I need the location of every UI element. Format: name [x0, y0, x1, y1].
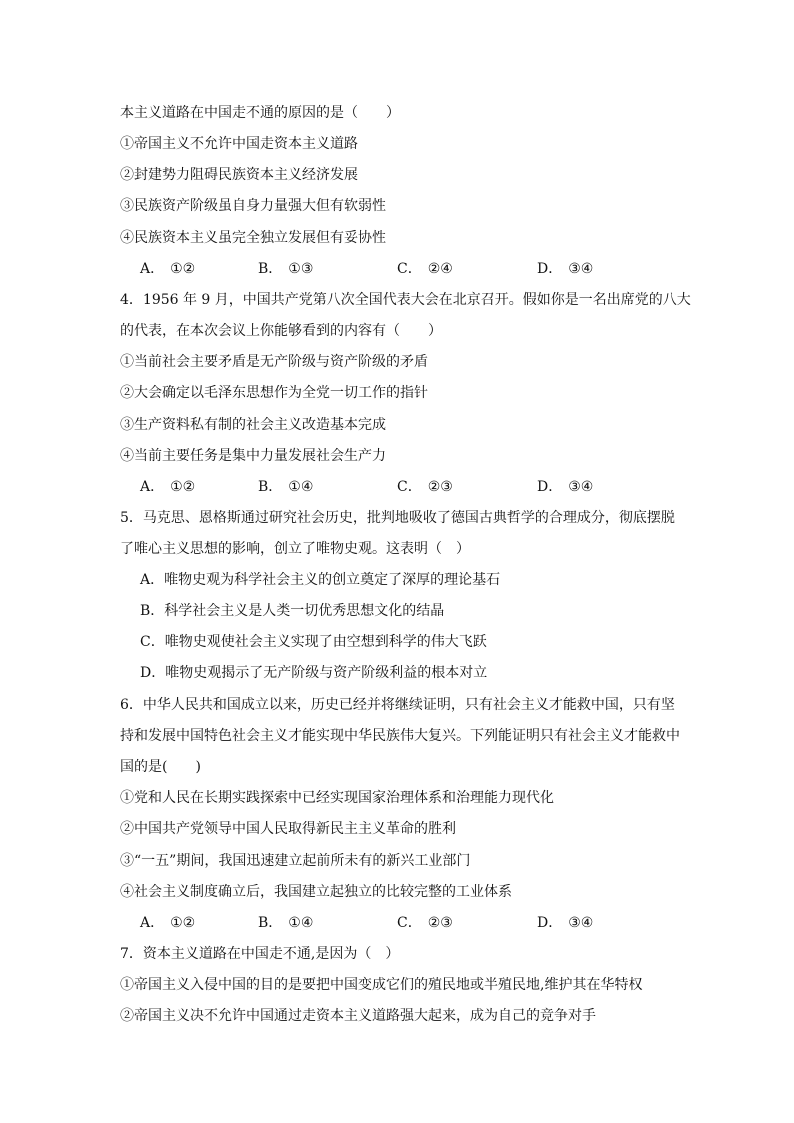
- choice-letter: C．: [397, 479, 422, 495]
- q5-option-d[interactable]: D．唯物史观揭示了无产阶级与资产阶级利益的根本对立: [140, 665, 488, 681]
- choice-letter: B．: [258, 479, 283, 495]
- q5-option-a[interactable]: A．唯物史观为科学社会主义的创立奠定了深厚的理论基石: [140, 572, 501, 588]
- choice-value: ②④: [427, 261, 453, 277]
- q5-option-c[interactable]: C．唯物史观使社会主义实现了由空想到科学的伟大飞跃: [140, 634, 487, 650]
- q7-stem: 7．资本主义道路在中国走不通,是因为（ ）: [120, 946, 400, 962]
- choice-letter: D．: [537, 915, 563, 931]
- q4-item-4: ④当前主要任务是集中力量发展社会生产力: [120, 448, 386, 464]
- q7-item-2: ②帝国主义决不允许中国通过走资本主义道路强大起来，成为自己的竞争对手: [120, 1008, 596, 1024]
- choice-value: ①②: [170, 261, 196, 277]
- choice-value: ③④: [568, 261, 594, 277]
- q4-item-1: ①当前社会主要矛盾是无产阶级与资产阶级的矛盾: [120, 354, 428, 370]
- q3-choice-a[interactable]: [140, 260, 195, 278]
- q3-stem-end: 本主义道路在中国走不通的原因的是（ ）: [120, 105, 400, 121]
- choice-letter: D．: [537, 261, 563, 277]
- choice-letter: B．: [258, 261, 283, 277]
- q6-item-3: ③“一五”期间，我国迅速建立起前所未有的新兴工业部门: [120, 853, 471, 869]
- choice-letter: A．: [140, 479, 165, 495]
- q4-stem-line-1: 4．1956 年 9 月，中国共产党第八次全国代表大会在北京召开。假如你是一名出席党的八大: [120, 292, 691, 308]
- choice-value: ②③: [427, 479, 453, 495]
- q6-item-4: ④社会主义制度确立后，我国建立起独立的比较完整的工业体系: [120, 884, 512, 900]
- q4-choice-c[interactable]: [397, 478, 453, 496]
- q6-choice-c[interactable]: [397, 914, 453, 932]
- choice-value: ③④: [568, 479, 594, 495]
- q3-choice-c[interactable]: [397, 260, 453, 278]
- choice-value: ②③: [427, 915, 453, 931]
- q6-item-1: ①党和人民在长期实践探索中已经实现国家治理体系和治理能力现代化: [120, 790, 554, 806]
- q3-choice-d[interactable]: [537, 260, 593, 278]
- choice-letter: D．: [537, 479, 563, 495]
- q6-stem-line-2: 持和发展中国特色社会主义才能实现中华民族伟大复兴。下列能证明只有社会主义才能救中: [120, 728, 680, 744]
- q5-option-b[interactable]: B．科学社会主义是人类一切优秀思想文化的结晶: [140, 603, 445, 619]
- q3-item-1: ①帝国主义不允许中国走资本主义道路: [120, 136, 358, 152]
- q4-item-2: ②大会确定以毛泽东思想作为全党一切工作的指针: [120, 385, 428, 401]
- q6-stem-line-1: 6．中华人民共和国成立以来，历史已经并将继续证明，只有社会主义才能救中国，只有坚: [120, 697, 675, 713]
- choice-letter: C．: [397, 915, 422, 931]
- q6-stem-line-3: 国的是( ): [120, 759, 201, 775]
- q5-stem-line-2: 了唯心主义思想的影响，创立了唯物史观。这表明（ ）: [120, 541, 470, 557]
- q4-choice-d[interactable]: [537, 478, 593, 496]
- choice-value: ①②: [170, 479, 196, 495]
- choice-letter: C．: [397, 261, 422, 277]
- q6-choice-a[interactable]: [140, 914, 195, 932]
- choice-letter: B．: [258, 915, 283, 931]
- choice-letter: A．: [140, 915, 165, 931]
- q7-item-1: ①帝国主义入侵中国的目的是要把中国变成它们的殖民地或半殖民地,维护其在华特权: [120, 977, 643, 993]
- q3-item-3: ③民族资产阶级虽自身力量强大但有软弱性: [120, 198, 386, 214]
- choice-value: ①③: [288, 261, 314, 277]
- choice-value: ①②: [170, 915, 196, 931]
- q4-choice-a[interactable]: [140, 478, 195, 496]
- q4-stem-line-2: 的代表，在本次会议上你能够看到的内容有（ ）: [120, 323, 442, 339]
- q6-choice-b[interactable]: [258, 914, 313, 932]
- q6-choice-d[interactable]: [537, 914, 593, 932]
- q4-item-3: ③生产资料私有制的社会主义改造基本完成: [120, 417, 386, 433]
- q5-stem-line-1: 5．马克思、恩格斯通过研究社会历史，批判地吸收了德国古典哲学的合理成分，彻底摆脱: [120, 510, 675, 526]
- q3-choice-b[interactable]: [258, 260, 313, 278]
- q6-item-2: ②中国共产党领导中国人民取得新民主主义革命的胜利: [120, 821, 456, 837]
- choice-value: ①④: [288, 479, 314, 495]
- choice-value: ③④: [568, 915, 594, 931]
- q4-choice-b[interactable]: [258, 478, 313, 496]
- choice-letter: A．: [140, 261, 165, 277]
- choice-value: ①④: [288, 915, 314, 931]
- q3-item-2: ②封建势力阻碍民族资本主义经济发展: [120, 167, 358, 183]
- q3-item-4: ④民族资本主义虽完全独立发展但有妥协性: [120, 230, 386, 246]
